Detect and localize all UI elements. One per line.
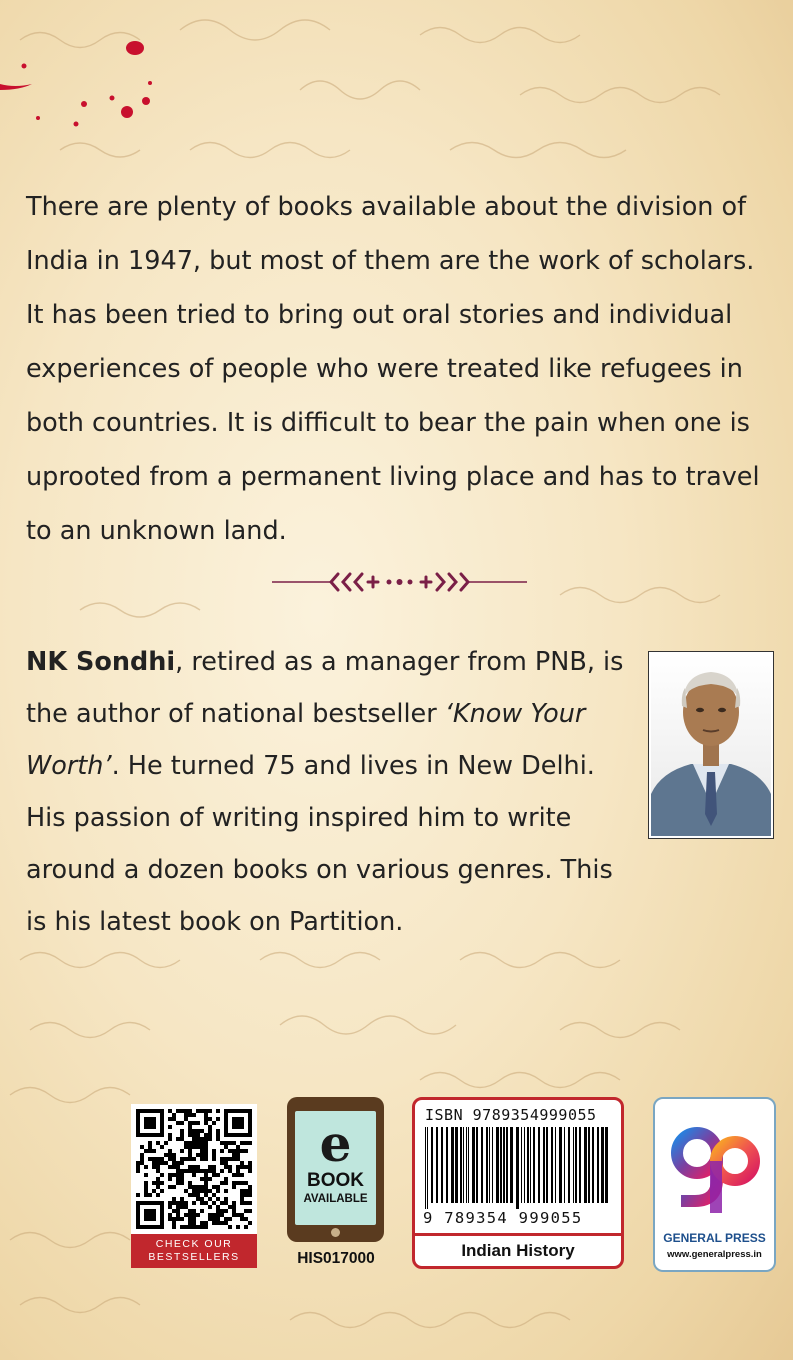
isbn-label: ISBN 9789354999055 — [425, 1106, 597, 1124]
bio-paragraph — [26, 636, 636, 948]
ink-splatter — [0, 41, 152, 127]
ebook-e-icon: e — [319, 1114, 352, 1173]
qr-caption-line1: CHECK OUR — [155, 1238, 233, 1250]
qr-code[interactable] — [131, 1104, 257, 1234]
barcode-bars — [425, 1127, 611, 1209]
qr-code-block[interactable] — [131, 1104, 257, 1268]
general-press-logo-icon — [667, 1113, 763, 1223]
qr-caption — [131, 1234, 257, 1268]
publisher-name: GENERAL PRESS — [663, 1231, 766, 1245]
barcode-divider — [415, 1233, 621, 1236]
ebook-screen — [295, 1111, 376, 1225]
ebook-book-label: BOOK — [307, 1170, 364, 1191]
ebook-available-label: AVAILABLE — [303, 1193, 368, 1205]
ornament-divider — [272, 568, 527, 596]
qr-caption-line2: BESTSELLERS — [148, 1251, 240, 1263]
author-photo — [648, 651, 774, 839]
ebook-badge — [287, 1097, 384, 1242]
blurb-text: There are plenty of books available about the division of India in 1947, but most of them are the work of scholars. It has been tried to bring out oral stories and individual experiences of people who were treated like refugees in both countries. It is difficult to bear the pain when one is uprooted from a permanent living place and has to travel to an unknown land. — [26, 192, 760, 546]
qr-code-matrix — [136, 1109, 252, 1229]
isbn-digits: 9 789354 999055 — [423, 1209, 583, 1227]
author-name: NK Sondhi — [26, 647, 176, 677]
author-bio — [26, 636, 636, 948]
subject-code: HIS017000 — [297, 1250, 375, 1267]
bio-text-1: , retired as a manager from PNB, is the author of national bestseller — [26, 647, 624, 729]
book-category: Indian History — [461, 1241, 575, 1260]
isbn-barcode-block — [412, 1097, 624, 1269]
bestseller-title: ‘Know Your Worth’ — [26, 699, 586, 781]
tablet-button-icon — [331, 1228, 340, 1237]
book-blurb — [26, 180, 771, 558]
bio-text-2: . He turned 75 and lives in New Delhi. His passion of writing inspired him to write around a dozen books on various genres. This is his latest book on Partition. — [26, 751, 613, 937]
publisher-url[interactable]: www.generalpress.in — [667, 1249, 762, 1260]
publisher-logo-block — [653, 1097, 776, 1272]
